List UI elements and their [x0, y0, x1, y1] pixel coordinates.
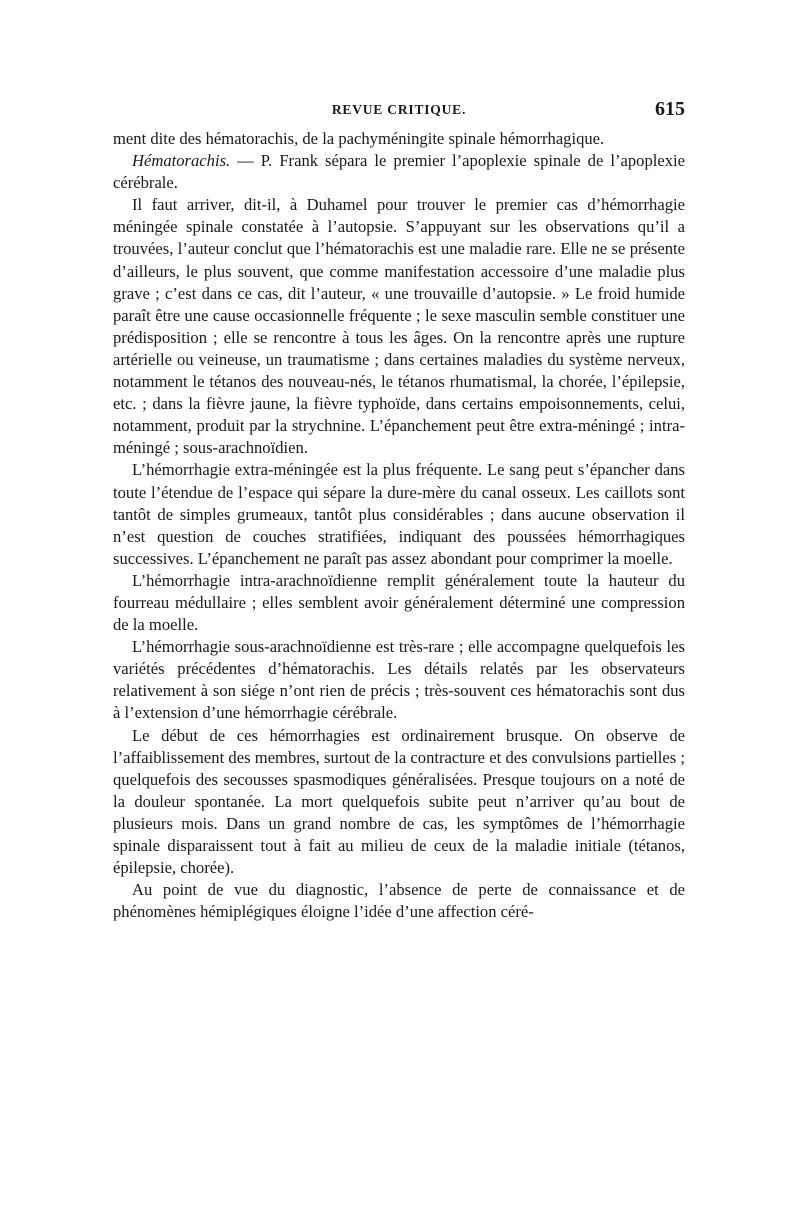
running-title: REVUE CRITIQUE.: [331, 102, 467, 117]
body-text: [113, 128, 685, 923]
paragraph-3: Il faut arriver, dit-il, à Duhamel pour trouver le premier cas d’hémorrhagie méningée spinale constatée à l’autopsie. S’appuyant sur les observations qu’il a trouvées, l’auteur conclut que l’hématorachis est une maladie rare. Elle ne se présente d’ailleurs, le plus souvent, que comme manifestation accessoire d’une maladie plus grave ; c’est dans ce cas, dit l’auteur, « une trouvaille d’autopsie. » Le froid humide paraît être une cause occasionnelle fréquente ; le sexe masculin semble constituer une prédisposition ; elle se rencontre à tous les âges. On la rencontre après une rupture artérielle ou veineuse, un traumatisme ; dans certaines maladies du système nerveux, notamment le tétanos des nouveau-nés, le tétanos rhumatismal, la chorée, l’épilepsie, etc. ; dans la fièvre jaune, la fièvre typhoïde, dans certains empoisonnements, celui, notamment, produit par la strychnine. L’épanchement peut être extra-méningé ; intra-méningé ; sous-arachnoïdien.: [113, 195, 685, 458]
paragraph-5: L’hémorrhagie intra-arachnoïdienne remplit généralement toute la hauteur du fourreau médullaire ; elles semblent avoir généralement déterminé une compression de la moelle.: [113, 570, 685, 635]
paragraph-2-text: — P. Frank sépara le premier l’apoplexie spinale de l’apoplexie cérébrale.: [113, 151, 685, 193]
paragraph-1: ment dite des hématorachis, de la pachyméningite spinale hémorrhagique.: [113, 129, 605, 148]
paragraph-2: [113, 150, 685, 194]
running-head: [113, 100, 685, 124]
section-heading-hematorachis: Hématorachis.: [132, 151, 231, 171]
paragraph-7: Le début de ces hémorrhagies est ordinairement brusque. On observe de l’affaiblissement des membres, surtout de la contracture et des convulsions partielles ; quelquefois des secousses spasmodiques généralisées. Presque toujours on a noté de la douleur spontanée. La mort quelquefois subite peut n’arriver qu’au bout de plusieurs mois. Dans un grand nombre de cas, les symptômes de l’hémorrhagie spinale disparaissent tout à fait au milieu de ceux de la maladie initiale (tétanos, épilepsie, chorée).: [113, 725, 685, 878]
page-number: 615: [655, 98, 685, 120]
paragraph-8: Au point de vue du diagnostic, l’absence de perte de connaissance et de phénomènes hémiplégiques éloigne l’idée d’une affection céré-: [113, 880, 685, 922]
paragraph-4: L’hémorrhagie extra-méningée est la plus fréquente. Le sang peut s’épancher dans toute l’étendue de l’espace qui sépare la dure-mère du canal osseux. Les caillots sont tantôt de simples grumeaux, tantôt plus considérables ; dans aucune observation il n’est question de couches stratifiées, indiquant des poussées hémorrhagiques successives. L’épanchement ne paraît pas assez abondant pour comprimer la moelle.: [113, 460, 685, 568]
paragraph-6: L’hémorrhagie sous-arachnoïdienne est très-rare ; elle accompagne quelquefois les variétés précédentes d’hématorachis. Les détails relatés par les observateurs relativement à son siége n’ont rien de précis ; très-souvent ces hématorachis sont dus à l’extension d’une hémorrhagie cérébrale.: [113, 637, 685, 723]
